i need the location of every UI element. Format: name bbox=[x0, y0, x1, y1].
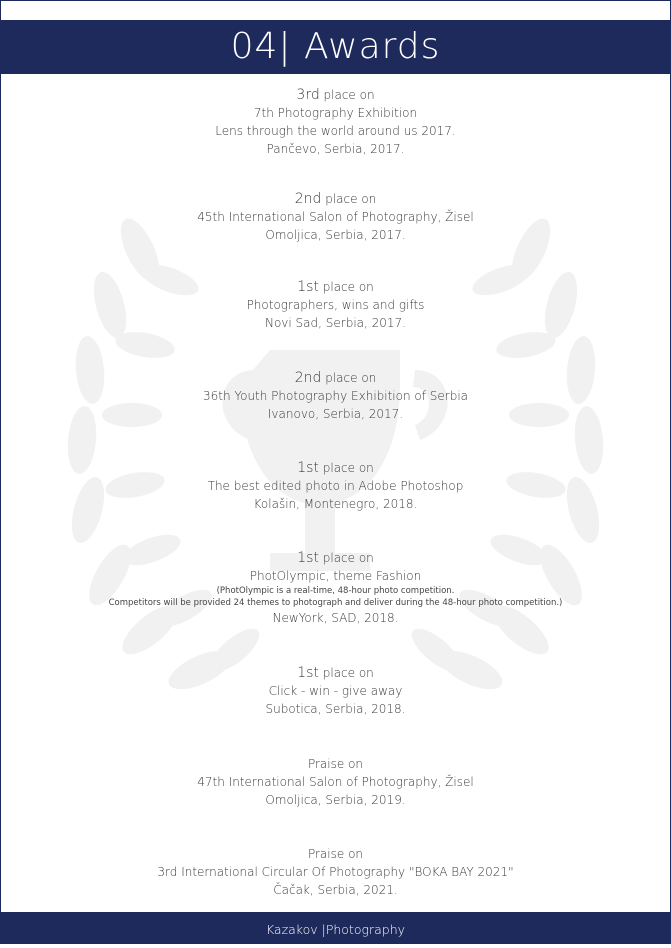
award-item bbox=[0, 459, 671, 513]
award-location: Omoljica, Serbia, 2019. bbox=[265, 793, 406, 807]
award-title: Photographers, wins and gifts bbox=[246, 298, 425, 312]
award-title: 3rd International Circular Of Photography "BOKA BAY 2021" bbox=[157, 865, 514, 879]
award-place: 3rd place on bbox=[296, 87, 375, 103]
award-place: Praise on bbox=[307, 757, 364, 771]
award-subtitle: Lens through the world around us 2017. bbox=[215, 124, 456, 138]
award-location: NewYork, SAD, 2018. bbox=[272, 611, 399, 625]
award-place: 2nd place on bbox=[294, 370, 377, 386]
award-location: Subotica, Serbia, 2018. bbox=[265, 702, 406, 716]
award-title: 36th Youth Photography Exhibition of Serbia bbox=[202, 389, 469, 403]
page-title: 04| Awards bbox=[230, 26, 441, 67]
award-item bbox=[0, 190, 671, 244]
award-title: 47th International Salon of Photography, Žisel bbox=[197, 775, 474, 789]
award-place: 1st place on bbox=[297, 550, 374, 566]
award-title: Click - win - give away bbox=[268, 684, 403, 698]
award-place: 2nd place on bbox=[294, 191, 377, 207]
award-location: Čačak, Serbia, 2021. bbox=[273, 883, 398, 897]
award-note: (PhotOlympic is a real-time, 48-hour photo competition. bbox=[216, 586, 455, 596]
award-location: Novi Sad, Serbia, 2017. bbox=[264, 316, 406, 330]
footer-brand: Kazakov |Photography bbox=[265, 922, 406, 937]
award-place: Praise on bbox=[307, 847, 364, 861]
award-item bbox=[0, 664, 671, 718]
header-bar bbox=[1, 20, 670, 74]
award-item bbox=[0, 755, 671, 809]
award-item bbox=[0, 86, 671, 158]
award-title: 45th International Salon of Photography, Žisel bbox=[197, 210, 474, 224]
award-place: 1st place on bbox=[297, 279, 374, 295]
award-item bbox=[0, 845, 671, 899]
award-item bbox=[0, 278, 671, 332]
award-item bbox=[0, 549, 671, 627]
award-place: 1st place on bbox=[297, 460, 374, 476]
award-title: The best edited photo in Adobe Photoshop bbox=[207, 479, 464, 493]
award-place: 1st place on bbox=[297, 665, 374, 681]
footer-bar bbox=[1, 912, 670, 944]
award-note: Competitors will be provided 24 themes to photograph and deliver during the 48-hour photo competition.) bbox=[108, 598, 563, 608]
award-title: 7th Photography Exhibition bbox=[253, 106, 418, 120]
award-title: PhotOlympic, theme Fashion bbox=[249, 569, 422, 583]
award-location: Kolašin, Montenegro, 2018. bbox=[253, 497, 418, 511]
award-location: Ivanovo, Serbia, 2017. bbox=[267, 407, 404, 421]
award-item bbox=[0, 369, 671, 423]
award-location: Omoljica, Serbia, 2017. bbox=[265, 228, 406, 242]
award-location: Pančevo, Serbia, 2017. bbox=[266, 142, 405, 156]
